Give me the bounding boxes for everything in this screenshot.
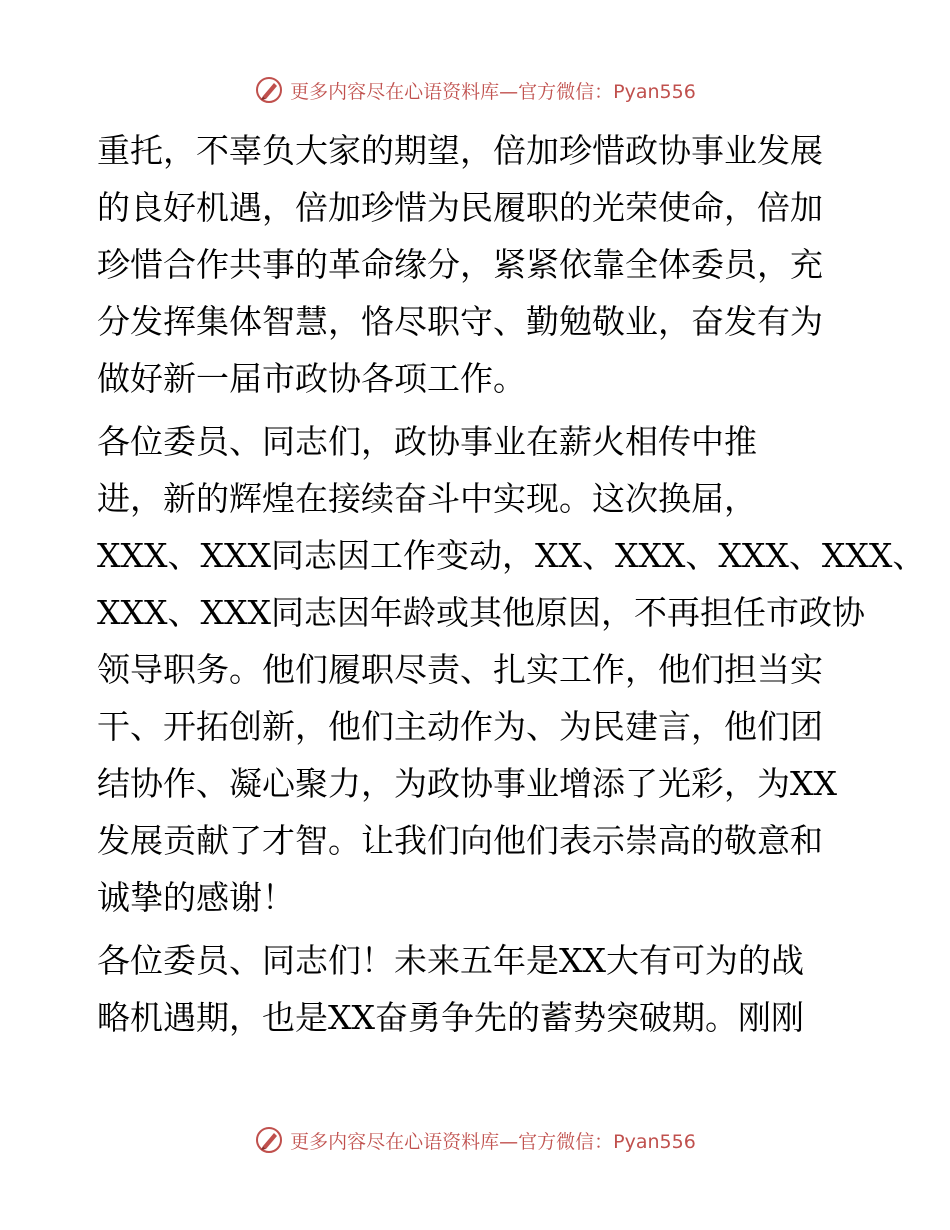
text-line: 各位委员、同志们，政协事业在薪火相传中推 [97,422,757,461]
pen-logo-icon [254,1125,284,1155]
document-body [97,122,926,1046]
paragraph-3 [97,932,877,1046]
text-line: 略机遇期，也是XX奋勇争先的蓄势突破期。刚刚 [97,998,804,1037]
text-line: 领导职务。他们履职尽责、扎实工作，他们担当实 [97,650,823,689]
text-line: 珍惜合作共事的革命缘分，紧紧依靠全体委员，充 [97,245,823,284]
header-watermark [0,72,950,108]
text-line: XXX、XXX同志因工作变动，XX、XXX、XXX、XXX、 [97,536,926,575]
footer-watermark-text: 更多内容尽在心语资料库—官方微信：Pyan556 [290,1130,696,1153]
footer-watermark [0,1122,950,1158]
paragraph-1 [97,122,877,407]
text-line: 分发挥集体智慧，恪尽职守、勤勉敬业，奋发有为 [97,302,823,341]
text-line: 做好新一届市政协各项工作。 [97,359,526,398]
pen-logo-icon [254,75,284,105]
text-line: 结协作、凝心聚力，为政协事业增添了光彩，为XX [97,764,837,803]
text-line: 重托，不辜负大家的期望，倍加珍惜政协事业发展 [97,131,823,170]
paragraph-2 [97,413,926,926]
header-watermark-text: 更多内容尽在心语资料库—官方微信：Pyan556 [290,80,696,103]
text-line: 干、开拓创新，他们主动作为、为民建言，他们团 [97,707,823,746]
text-line: 各位委员、同志们！未来五年是XX大有可为的战 [97,941,804,980]
text-line: 的良好机遇，倍加珍惜为民履职的光荣使命，倍加 [97,188,823,227]
text-line: 进，新的辉煌在接续奋斗中实现。这次换届， [97,479,757,518]
text-line: 诚挚的感谢！ [97,878,295,917]
text-line: 发展贡献了才智。让我们向他们表示崇高的敬意和 [97,821,823,860]
text-line: XXX、XXX同志因年龄或其他原因，不再担任市政协 [97,593,865,632]
